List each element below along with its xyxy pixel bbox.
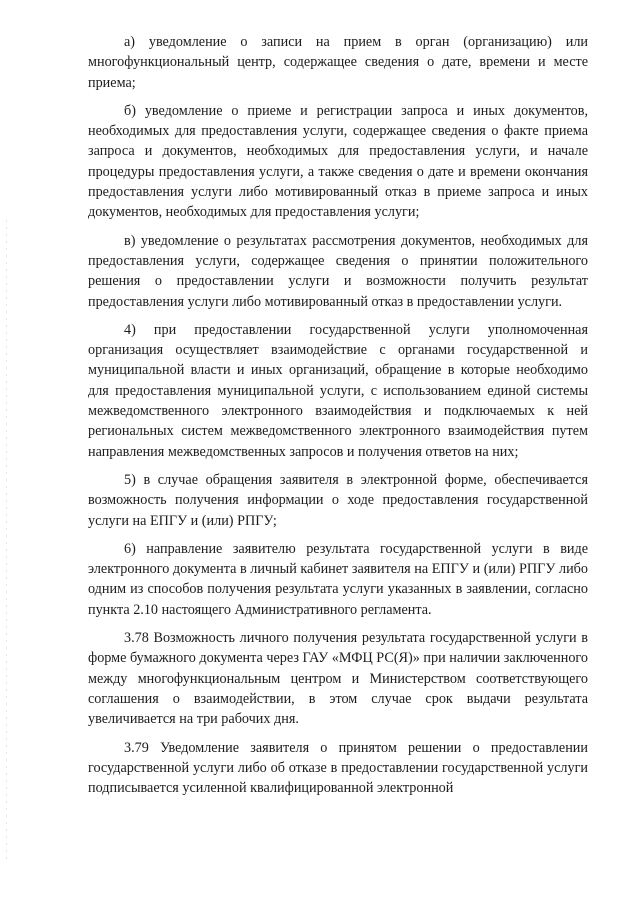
paragraph-3-79-decision-notice: 3.79 Уведомление заявителя о принятом решении о предоставлении государственной услуги либо об отказе в предоставлении государственной услуги подписывается усиленной квалифицированной электронной bbox=[88, 739, 588, 797]
paragraph-3-78-paper-result: 3.78 Возможность личного получения результата государственной услуги в форме бумажного документа через ГАУ «МФЦ РС(Я)» при наличии заключенного между многофункциональным центром и Министерством соответствующего соглашения о взаимодействии, в этом случае срок выдачи результата увеличивается на три рабочих дня. bbox=[88, 630, 588, 728]
scan-margin-artifact bbox=[6, 220, 7, 860]
paragraph-b-registration-notice: б) уведомление о приеме и регистрации запроса и иных документов, необходимых для предоставления услуги, содержащее сведения о факте приема запроса и документов, необходимых для предоставления услуги, и начале процедуры предоставления услуги, а также сведения о дате и времени окончания предоставления услуги либо мотивированный отказ в приеме запроса и иных документов, необходимых для предоставления услуги; bbox=[88, 102, 588, 221]
document-page bbox=[88, 32, 588, 798]
paragraph-a-appointment-notice: а) уведомление о записи на прием в орган (организацию) или многофункциональный центр, содержащее сведения о дате, времени и месте приема; bbox=[88, 34, 588, 91]
paragraph-6-result-delivery: 6) направление заявителю результата государственной услуги в виде электронного документа в личный кабинет заявителя на ЕПГУ и (или) РПГУ либо одним из способов получения результата услуги указанных в заявлении, согласно пункта 2.10 настоящего Административного регламента. bbox=[88, 540, 588, 618]
paragraph-5-status-information: 5) в случае обращения заявителя в электронной форме, обеспечивается возможность получения информации о ходе предоставления государственной услуги на ЕПГУ и (или) РПГУ; bbox=[88, 471, 588, 529]
paragraph-4-interagency-interaction: 4) при предоставлении государственной услуги уполномоченная организация осуществляет взаимодействие с органами государственной и муниципальной власти и иных организаций, обращение в которые необходимо для предоставления муниципальной услуги, с использованием единой системы межведомственного электронного взаимодействия и подключаемых к ней региональных систем межведомственного электронного взаимодействия путем направления межведомственных запросов и получения ответов на них; bbox=[88, 321, 588, 460]
paragraph-c-results-notice: в) уведомление о результатах рассмотрения документов, необходимых для предоставления услуги, содержащее сведения о принятии положительного решения о предоставлении услуги и возможности получить результат предоставления услуги либо мотивированный отказ в предоставлении услуги. bbox=[88, 232, 588, 310]
